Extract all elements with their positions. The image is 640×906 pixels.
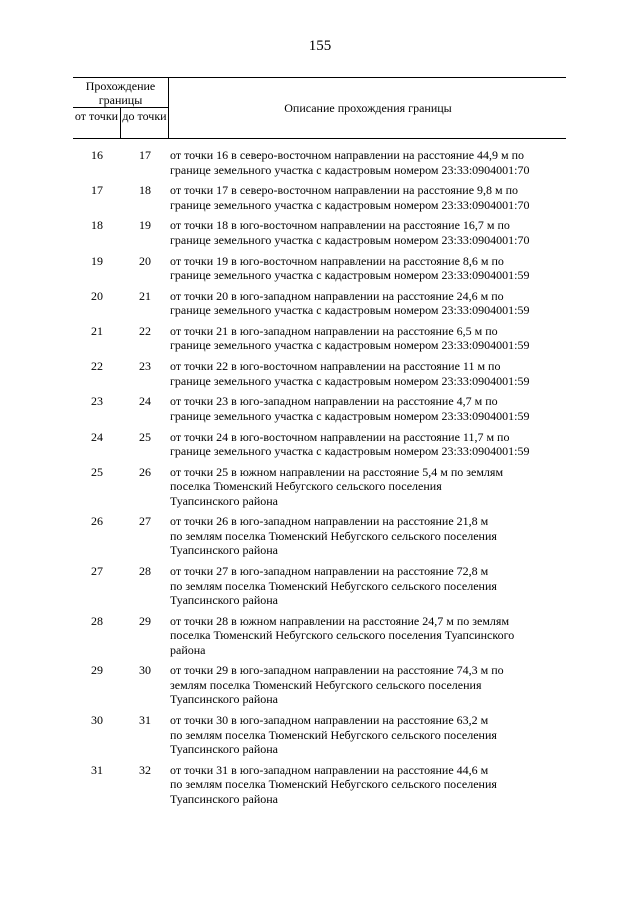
description-line: от точки 31 в юго-западном направлении на расстояние 44,6 м	[170, 762, 489, 777]
description-line: поселка Тюменский Небугского сельского поселения	[170, 479, 442, 494]
table-row	[73, 359, 566, 388]
header-description: Описание прохождения границы	[284, 101, 452, 115]
cell-to-point: 19	[139, 218, 151, 233]
cell-from-point: 27	[91, 564, 103, 579]
table-row	[73, 514, 566, 558]
description-line: Туапсинского района	[170, 742, 278, 757]
description-line: границе земельного участка с кадастровым номером 23:33:0904001:59	[170, 303, 530, 318]
cell-to-point: 26	[139, 464, 151, 479]
cell-from-point: 16	[91, 148, 103, 162]
cell-description	[170, 254, 566, 283]
cell-from-point: 20	[91, 288, 103, 303]
cell-description	[170, 564, 566, 608]
cell-from-point: 26	[91, 514, 103, 529]
cell-description	[170, 614, 566, 658]
cell-description	[170, 148, 566, 177]
description-line: от точки 16 в северо-восточном направлении на расстояние 44,9 м по	[170, 148, 525, 162]
description-line: от точки 28 в южном направлении на расстояние 24,7 м по землям	[170, 613, 510, 628]
table-row	[73, 218, 566, 247]
table-body	[73, 148, 566, 813]
cell-description	[170, 713, 566, 757]
description-line: Туапсинского района	[170, 692, 278, 707]
cell-description	[170, 324, 566, 353]
table-row	[73, 324, 566, 353]
cell-from-point: 30	[91, 713, 103, 728]
description-line: границе земельного участка с кадастровым номером 23:33:0904001:70	[170, 197, 530, 212]
table-row	[73, 614, 566, 658]
cell-to-point: 23	[139, 359, 151, 374]
cell-description	[170, 183, 566, 212]
description-line: границе земельного участка с кадастровым номером 23:33:0904001:59	[170, 444, 530, 458]
description-line: от точки 30 в юго-западном направлении на расстояние 63,2 м	[170, 713, 489, 728]
cell-to-point: 17	[139, 148, 151, 162]
cell-to-point: 24	[139, 394, 151, 409]
header-boundary-passage: Прохождение границы	[73, 78, 169, 108]
description-line: границе земельного участка с кадастровым номером 23:33:0904001:59	[170, 408, 530, 423]
description-line: от точки 18 в юго-восточном направлении на расстояние 16,7 м по	[170, 218, 510, 233]
cell-from-point: 19	[91, 253, 103, 268]
description-line: от точки 29 в юго-западном направлении на расстояние 74,3 м по	[170, 663, 504, 678]
cell-to-point: 30	[139, 663, 151, 678]
cell-to-point: 22	[139, 323, 151, 338]
table-row	[73, 183, 566, 212]
description-line: района	[170, 642, 206, 657]
description-line: Туапсинского района	[170, 593, 278, 608]
cell-from-point: 17	[91, 183, 103, 198]
cell-description	[170, 430, 566, 459]
description-line: от точки 21 в юго-западном направлении на расстояние 6,5 м по	[170, 323, 498, 338]
cell-description	[170, 465, 566, 509]
description-line: границе земельного участка с кадастровым номером 23:33:0904001:59	[170, 338, 530, 353]
cell-description	[170, 763, 566, 807]
description-line: от точки 17 в северо-восточном направлении на расстояние 9,8 м по	[170, 183, 519, 198]
cell-from-point: 24	[91, 429, 103, 444]
table-row	[73, 713, 566, 757]
cell-to-point: 18	[139, 183, 151, 198]
table-row	[73, 663, 566, 707]
page-number: 155	[308, 38, 332, 54]
description-line: границе земельного участка с кадастровым номером 23:33:0904001:59	[170, 373, 530, 388]
cell-from-point: 28	[91, 613, 103, 628]
cell-to-point: 32	[139, 762, 151, 777]
description-line: по землям поселка Тюменский Небугского сельского поселения	[170, 578, 497, 593]
cell-to-point: 28	[139, 564, 151, 579]
cell-from-point: 18	[91, 218, 103, 233]
table-header	[73, 77, 566, 139]
table-row	[73, 289, 566, 318]
cell-from-point: 22	[91, 359, 103, 374]
description-line: Туапсинского района	[170, 791, 278, 806]
description-line: от точки 26 в юго-западном направлении на расстояние 21,8 м	[170, 514, 489, 529]
cell-to-point: 29	[139, 613, 151, 628]
table-row	[73, 394, 566, 423]
cell-from-point: 25	[91, 464, 103, 479]
description-line: от точки 25 в южном направлении на расстояние 5,4 м по землям	[170, 464, 504, 479]
table-row	[73, 254, 566, 283]
cell-to-point: 25	[139, 429, 151, 444]
table-row	[73, 465, 566, 509]
cell-to-point: 21	[139, 288, 151, 303]
header-to-point: до точки	[121, 108, 169, 138]
description-line: по землям поселка Тюменский Небугского сельского поселения	[170, 777, 497, 792]
table-row	[73, 148, 566, 177]
cell-from-point: 23	[91, 394, 103, 409]
cell-description	[170, 359, 566, 388]
description-line: от точки 19 в юго-восточном направлении на расстояние 8,6 м по	[170, 253, 504, 268]
description-line: границе земельного участка с кадастровым номером 23:33:0904001:70	[170, 232, 530, 247]
description-line: поселка Тюменский Небугского сельского поселения Туапсинского	[170, 628, 515, 643]
description-line: границе земельного участка с кадастровым номером 23:33:0904001:70	[170, 162, 530, 177]
cell-from-point: 31	[91, 762, 103, 777]
description-line: от точки 24 в юго-восточном направлении на расстояние 11,7 м по	[170, 429, 510, 444]
cell-from-point: 29	[91, 663, 103, 678]
cell-description	[170, 514, 566, 558]
cell-to-point: 31	[139, 713, 151, 728]
table-row	[73, 430, 566, 459]
table-row	[73, 763, 566, 807]
cell-description	[170, 289, 566, 318]
description-line: по землям поселка Тюменский Небугского сельского поселения	[170, 727, 497, 742]
description-line: от точки 20 в юго-западном направлении на расстояние 24,6 м по	[170, 288, 504, 303]
description-line: Туапсинского района	[170, 493, 278, 508]
description-line: от точки 27 в юго-западном направлении на расстояние 72,8 м	[170, 564, 489, 579]
table-row	[73, 564, 566, 608]
cell-description	[170, 394, 566, 423]
description-line: по землям поселка Тюменский Небугского сельского поселения	[170, 528, 497, 543]
description-line: границе земельного участка с кадастровым номером 23:33:0904001:59	[170, 268, 530, 283]
description-line: от точки 23 в юго-западном направлении на расстояние 4,7 м по	[170, 394, 498, 409]
description-line: Туапсинского района	[170, 543, 278, 558]
cell-description	[170, 663, 566, 707]
cell-description	[170, 218, 566, 247]
description-line: от точки 22 в юго-восточном направлении на расстояние 11 м по	[170, 359, 501, 374]
cell-to-point: 20	[139, 253, 151, 268]
header-from-point: от точки	[73, 108, 121, 138]
description-line: землям поселка Тюменский Небугского сельского поселения	[170, 677, 482, 692]
cell-from-point: 21	[91, 323, 103, 338]
cell-to-point: 27	[139, 514, 151, 529]
